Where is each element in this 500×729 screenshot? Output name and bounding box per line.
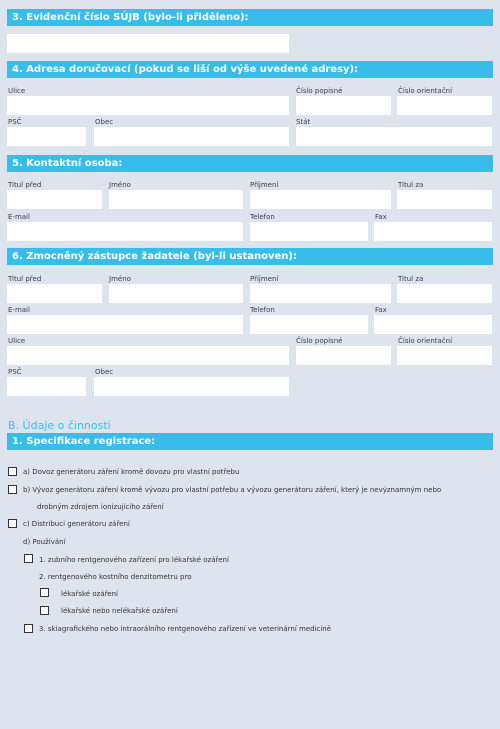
contact-last-name-input[interactable] (250, 190, 391, 209)
agent-email-input[interactable] (7, 315, 243, 334)
option-d3-label: 3. skiagrafického nebo intraorálního rentgenového zařízení ve veterinární medicíně (39, 625, 332, 633)
country-label: Stát (296, 118, 311, 126)
registration-number-input[interactable] (7, 34, 289, 53)
section-3-header: 3. Evidenční číslo SÚJB (bylo-li přiděleno): (7, 9, 493, 26)
option-d2-label: 2. rentgenového kostního denzitometru pro (39, 573, 192, 581)
last-name-label: Příjmení (250, 181, 279, 189)
option-c-checkbox[interactable] (8, 519, 17, 528)
fax-label: Fax (375, 306, 387, 314)
house-number-label: Číslo popisné (296, 337, 343, 345)
contact-email-input[interactable] (7, 222, 243, 241)
agent-city-input[interactable] (94, 377, 289, 396)
registration-spec-header: 1. Specifikace registrace: (7, 433, 493, 450)
option-c-label: c) Distribuci generátoru záření (23, 520, 130, 528)
contact-fax-input[interactable] (374, 222, 492, 241)
first-name-label: Jméno (109, 181, 131, 189)
delivery-house-number-input[interactable] (296, 96, 391, 115)
option-b-label-continued: drobným zdrojem ionizujícího záření (37, 503, 164, 511)
email-label: E-mail (8, 213, 30, 221)
option-b-label: b) Vývoz generátoru záření kromě vývozu pro vlastní potřebu a vývozu generátoru záření, který je nevýznamným nebo (23, 486, 442, 494)
delivery-orientation-number-input[interactable] (397, 96, 492, 115)
delivery-zip-input[interactable] (7, 127, 86, 146)
delivery-street-input[interactable] (7, 96, 289, 115)
section-4-header: 4. Adresa doručovací (pokud se liší od výše uvedené adresy): (7, 61, 493, 78)
option-a-label: a) Dovoz generátoru záření kromě dovozu pro vlastní potřebu (23, 468, 240, 476)
title-before-label: Titul před (8, 181, 42, 189)
first-name-label: Jméno (109, 275, 131, 283)
option-d2a-label: lékařské ozáření (61, 590, 118, 598)
agent-title-after-input[interactable] (397, 284, 492, 303)
agent-zip-input[interactable] (7, 377, 86, 396)
contact-first-name-input[interactable] (109, 190, 243, 209)
option-d3-checkbox[interactable] (24, 624, 33, 633)
agent-fax-input[interactable] (374, 315, 492, 334)
contact-phone-input[interactable] (250, 222, 368, 241)
option-d-label: d) Používání (23, 538, 66, 546)
house-number-label: Číslo popisné (296, 87, 343, 95)
agent-title-before-input[interactable] (7, 284, 102, 303)
city-label: Obec (95, 118, 114, 126)
title-before-label: Titul před (8, 275, 42, 283)
phone-label: Telefon (250, 213, 275, 221)
zip-label: PSČ (8, 118, 22, 126)
title-after-label: Titul za (398, 275, 424, 283)
zip-label: PSČ (8, 368, 22, 376)
city-label: Obec (95, 368, 114, 376)
option-d1-checkbox[interactable] (24, 554, 33, 563)
title-after-label: Titul za (398, 181, 424, 189)
option-d2a-checkbox[interactable] (40, 588, 49, 597)
fax-label: Fax (375, 213, 387, 221)
contact-title-after-input[interactable] (397, 190, 492, 209)
agent-last-name-input[interactable] (250, 284, 391, 303)
contact-title-before-input[interactable] (7, 190, 102, 209)
street-label: Ulice (8, 87, 26, 95)
agent-street-input[interactable] (7, 346, 289, 365)
option-d2b-checkbox[interactable] (40, 606, 49, 615)
street-label: Ulice (8, 337, 26, 345)
delivery-city-input[interactable] (94, 127, 289, 146)
orientation-number-label: Číslo orientační (398, 87, 453, 95)
option-b-checkbox[interactable] (8, 485, 17, 494)
email-label: E-mail (8, 306, 30, 314)
section-5-header: 5. Kontaktní osoba: (7, 155, 493, 172)
option-a-checkbox[interactable] (8, 467, 17, 476)
agent-first-name-input[interactable] (109, 284, 243, 303)
section-6-header: 6. Zmocněný zástupce žadatele (byl-li ustanoven): (7, 248, 493, 265)
option-d2b-label: lékařské nebo nelékařské ozáření (61, 607, 178, 615)
section-b-heading: B. Údaje o činnosti (8, 419, 111, 432)
option-d1-label: 1. zubního rentgenového zařízení pro lékařské ozáření (39, 556, 229, 564)
orientation-number-label: Číslo orientační (398, 337, 453, 345)
agent-house-number-input[interactable] (296, 346, 391, 365)
delivery-country-input[interactable] (296, 127, 492, 146)
phone-label: Telefon (250, 306, 275, 314)
last-name-label: Příjmení (250, 275, 279, 283)
agent-orientation-number-input[interactable] (397, 346, 492, 365)
agent-phone-input[interactable] (250, 315, 368, 334)
